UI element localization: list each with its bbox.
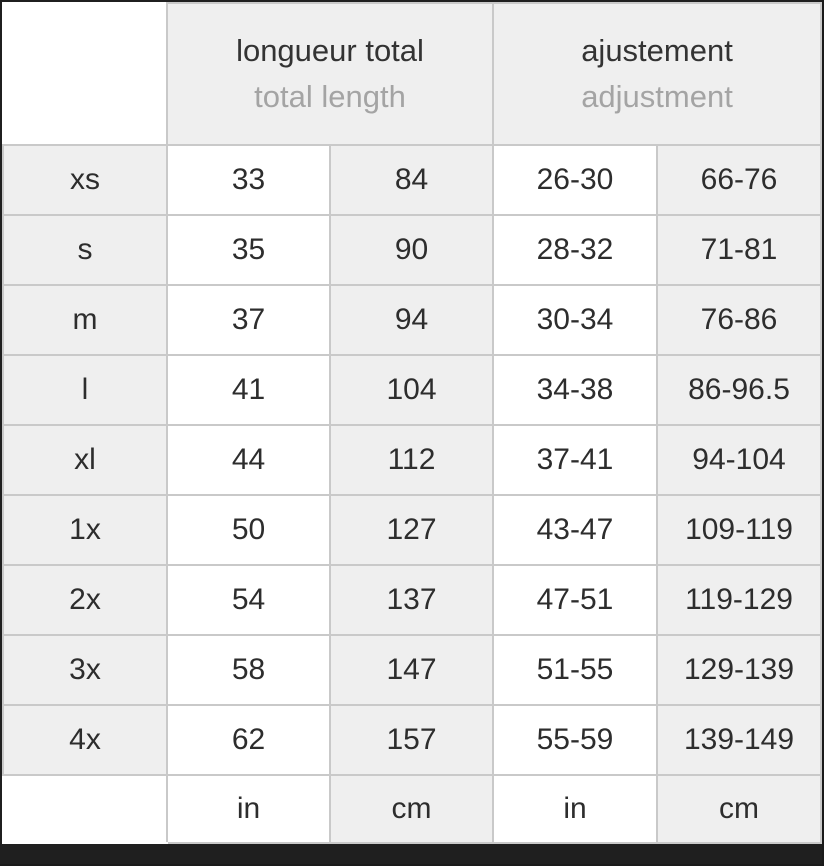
adjustment-cm-cell: 119-129	[657, 565, 821, 635]
adjustment-in-cell: 51-55	[493, 635, 657, 705]
adjustment-cm-cell: 66-76	[657, 145, 821, 215]
length-in-cell: 50	[167, 495, 330, 565]
unit-length-in: in	[167, 775, 330, 843]
length-in-cell: 33	[167, 145, 330, 215]
adjustment-header-fr: ajustement	[581, 32, 733, 68]
length-in-cell: 54	[167, 565, 330, 635]
adjustment-cm-cell: 129-139	[657, 635, 821, 705]
length-cm-cell: 84	[330, 145, 493, 215]
table-row	[3, 425, 821, 495]
table-row	[3, 565, 821, 635]
adjustment-in-cell: 43-47	[493, 495, 657, 565]
table-row	[3, 355, 821, 425]
table-row	[3, 705, 821, 775]
table-row	[3, 635, 821, 705]
adjustment-header-en: adjustment	[581, 79, 733, 114]
adjustment-cm-cell: 86-96.5	[657, 355, 821, 425]
size-rows	[3, 145, 821, 775]
unit-length-cm: cm	[330, 775, 493, 843]
size-label: 4x	[3, 705, 167, 775]
length-header-en: total length	[254, 79, 406, 114]
unit-row-blank	[3, 775, 167, 843]
adjustment-cm-cell: 71-81	[657, 215, 821, 285]
adjustment-cm-cell: 94-104	[657, 425, 821, 495]
length-in-cell: 62	[167, 705, 330, 775]
unit-adjustment-cm: cm	[657, 775, 821, 843]
adjustment-in-cell: 37-41	[493, 425, 657, 495]
adjustment-in-cell: 26-30	[493, 145, 657, 215]
size-label: m	[3, 285, 167, 355]
length-header	[167, 3, 493, 145]
length-cm-cell: 157	[330, 705, 493, 775]
adjustment-in-cell: 30-34	[493, 285, 657, 355]
table-row	[3, 285, 821, 355]
adjustment-cm-cell: 76-86	[657, 285, 821, 355]
length-in-cell: 58	[167, 635, 330, 705]
length-cm-cell: 104	[330, 355, 493, 425]
size-label: xl	[3, 425, 167, 495]
length-in-cell: 44	[167, 425, 330, 495]
adjustment-in-cell: 55-59	[493, 705, 657, 775]
adjustment-in-cell: 28-32	[493, 215, 657, 285]
table-row	[3, 145, 821, 215]
adjustment-cm-cell: 139-149	[657, 705, 821, 775]
size-label: xs	[3, 145, 167, 215]
size-label: 1x	[3, 495, 167, 565]
unit-adjustment-in: in	[493, 775, 657, 843]
table-row	[3, 215, 821, 285]
header-row	[3, 3, 821, 145]
size-label: 2x	[3, 565, 167, 635]
length-in-cell: 35	[167, 215, 330, 285]
length-cm-cell: 147	[330, 635, 493, 705]
length-in-cell: 37	[167, 285, 330, 355]
size-label: s	[3, 215, 167, 285]
length-cm-cell: 94	[330, 285, 493, 355]
length-in-cell: 41	[167, 355, 330, 425]
adjustment-cm-cell: 109-119	[657, 495, 821, 565]
adjustment-in-cell: 47-51	[493, 565, 657, 635]
length-cm-cell: 137	[330, 565, 493, 635]
length-cm-cell: 90	[330, 215, 493, 285]
length-cm-cell: 112	[330, 425, 493, 495]
unit-row	[3, 775, 821, 843]
corner-cell	[3, 3, 167, 145]
adjustment-header	[493, 3, 821, 145]
size-label: l	[3, 355, 167, 425]
size-chart-table	[2, 2, 822, 844]
table-row	[3, 495, 821, 565]
length-cm-cell: 127	[330, 495, 493, 565]
length-header-fr: longueur total	[236, 32, 424, 68]
adjustment-in-cell: 34-38	[493, 355, 657, 425]
size-label: 3x	[3, 635, 167, 705]
